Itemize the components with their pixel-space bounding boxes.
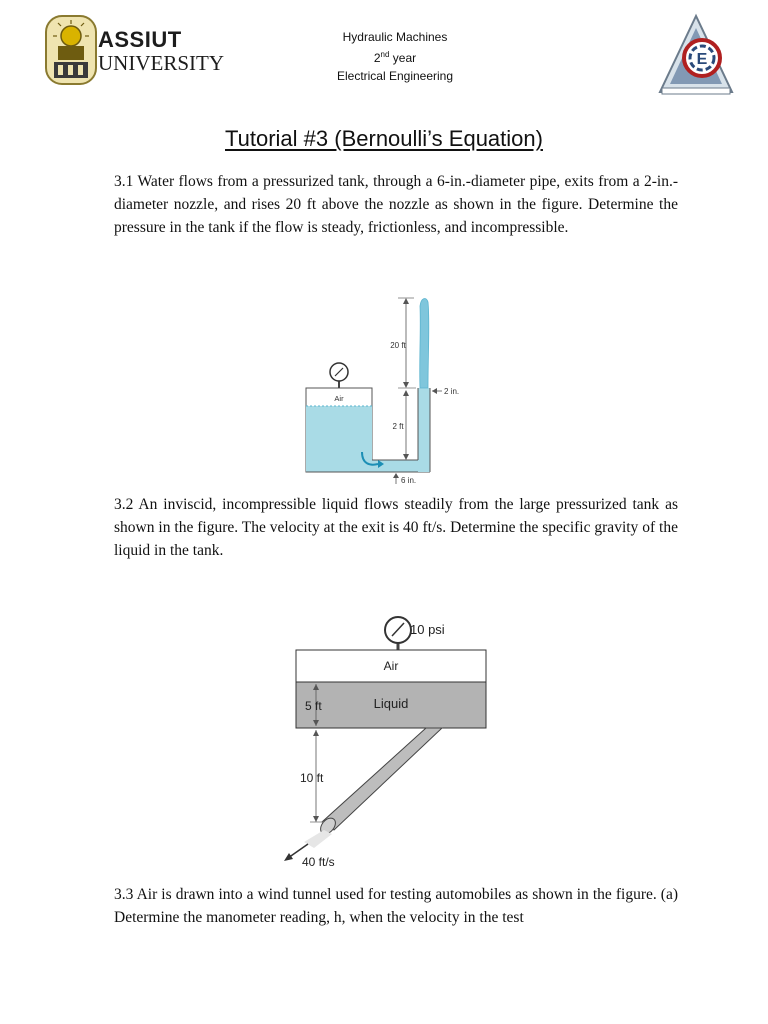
department-name: Electrical Engineering	[336, 69, 454, 83]
course-name: Hydraulic Machines	[342, 30, 448, 44]
label-5ft: 5 ft	[305, 699, 322, 713]
university-name-line1: ASSIUT	[98, 27, 182, 52]
label-40fts: 40 ft/s	[302, 855, 335, 869]
label-liquid: Liquid	[373, 696, 409, 711]
page-title: Tutorial #3 (Bernoulli’s Equation)	[225, 126, 543, 151]
problem-3-2-text: 3.2 An inviscid, incompressible liquid flows steadily from the large pressurized tank as shown in the figure. The velocity at the exit is 40 ft/s. Determine the specific gravity of the liquid in the tank.	[114, 496, 678, 559]
label-20ft: 20 ft	[390, 341, 406, 350]
label-air: Air	[383, 659, 399, 673]
department-logo	[656, 12, 736, 96]
svg-text:E: E	[696, 51, 708, 68]
label-2ft: 2 ft	[392, 422, 404, 431]
university-name-line2: UNIVERSITY	[98, 51, 224, 75]
problem-3-1-text: 3.1 Water flows from a pressurized tank, through a 6-in.-diameter pipe, exits from a 2-in.-diameter nozzle, and rises 20 ft above the nozzle as shown in the figure. Determine the pressure in the tank if the flow is steady, frictionless, and incompressible.	[114, 173, 678, 236]
figure-pressurized-tank-nozzle	[300, 292, 480, 487]
university-name	[98, 28, 224, 74]
figure-inclined-pipe-tank	[278, 608, 498, 873]
problem-3-3-text: 3.3 Air is drawn into a wind tunnel used for testing automobiles as shown in the figure. (a) Determine the manometer reading, h, when the velocity in the test	[114, 886, 678, 926]
label-10ft: 10 ft	[300, 771, 324, 785]
label-6in: 6 in.	[401, 476, 417, 485]
label-2in: 2 in.	[444, 387, 460, 396]
course-header	[300, 28, 490, 85]
label-air-tank: Air	[334, 394, 344, 403]
course-year: 2nd year	[373, 50, 417, 65]
label-10psi: 10 psi	[410, 622, 445, 637]
